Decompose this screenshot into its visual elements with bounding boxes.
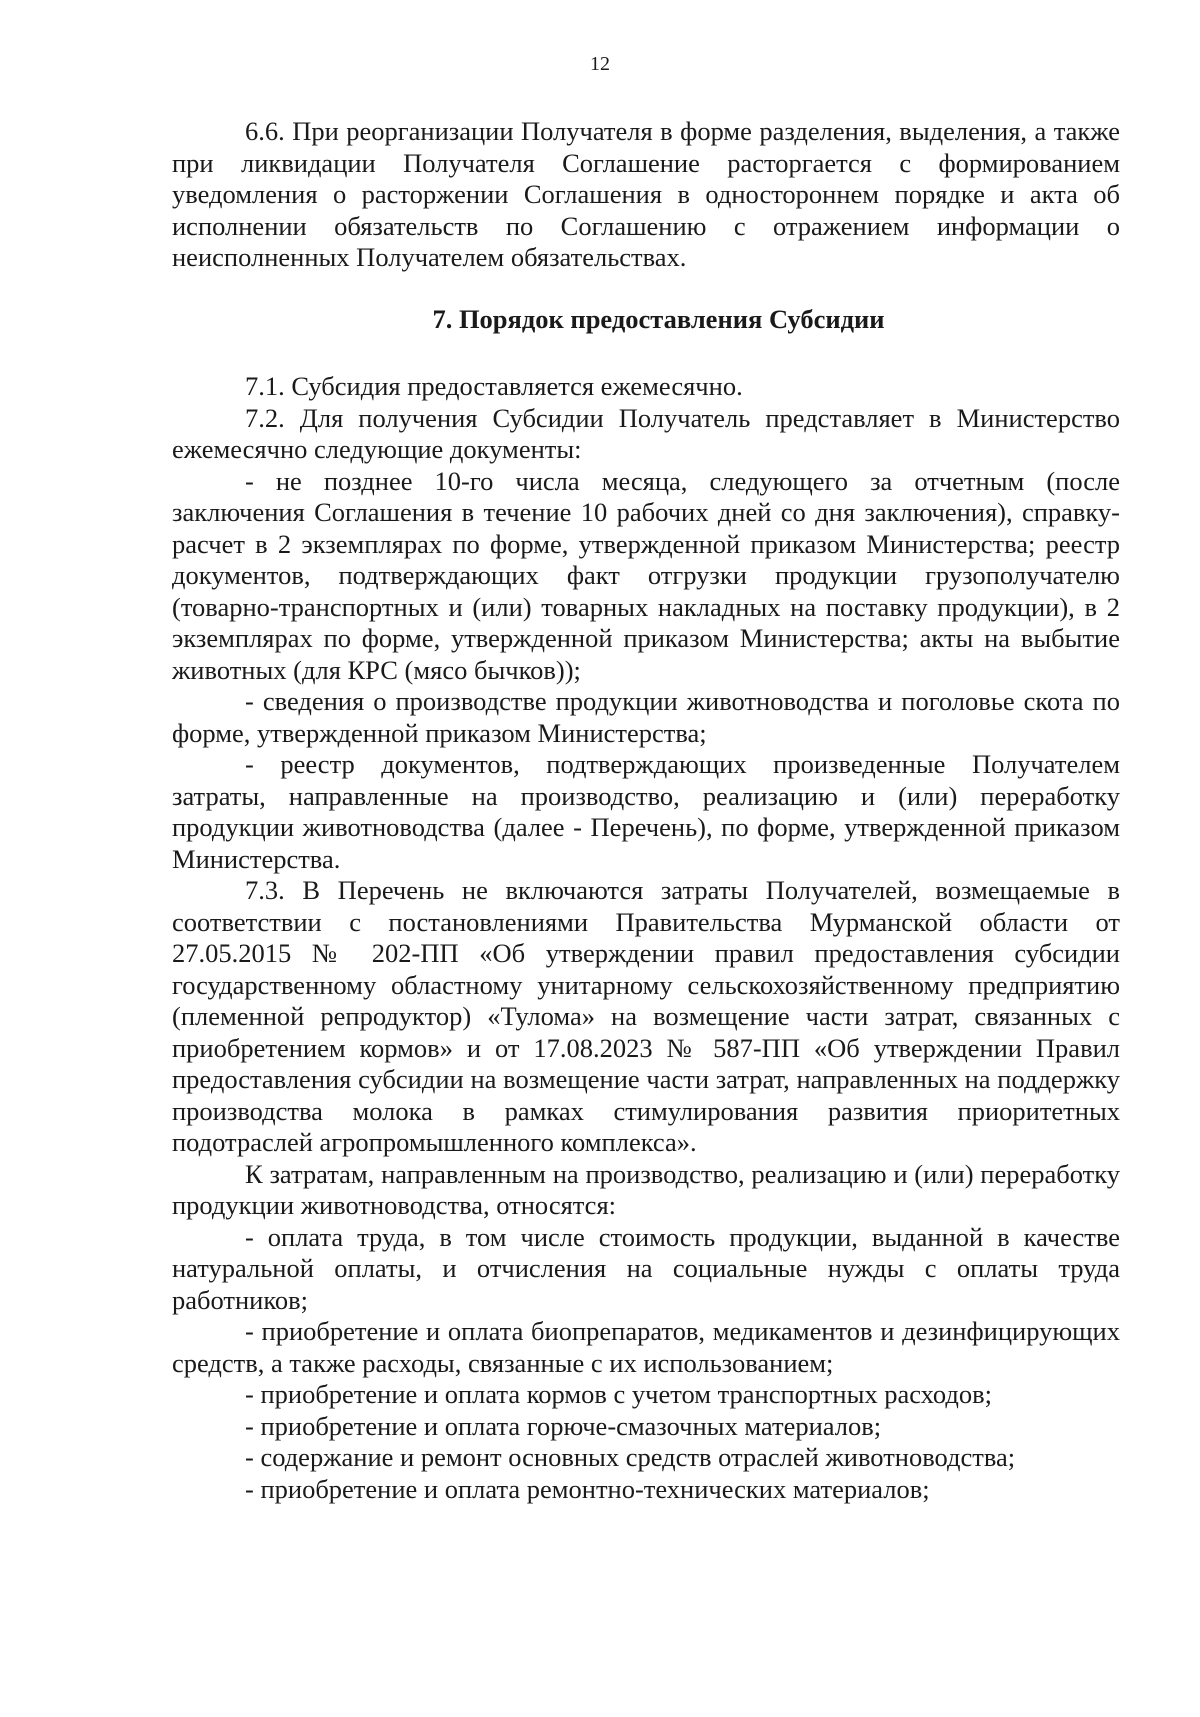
- list-item-maintenance: - содержание и ремонт основных средств отраслей животноводства;: [245, 1442, 1016, 1472]
- paragraph-7-2: 7.2. Для получения Субсидии Получатель представляет в Министерство ежемесячно следующие документы:: [172, 402, 1120, 464]
- paragraph-costs-intro: К затратам, направленным на производство, реализацию и (или) переработку продукции животноводства, относятся:: [172, 1158, 1120, 1220]
- list-item-cost-registry: - реестр документов, подтверждающих произведенные Получателем затраты, направленные на производство, реализацию и (или) переработку продукции животноводства (далее - Перечень), по форме, утвержденной приказом Министерства.: [172, 749, 1120, 874]
- list-item-feed: - приобретение и оплата кормов с учетом транспортных расходов;: [245, 1379, 993, 1409]
- list-item-reference-calculation: - не позднее 10-го числа месяца, следующего за отчетным (после заключения Соглашения в течение 10 рабочих дней со дня заключения), справку-расчет в 2 экземплярах по форме, утвержденной приказом Министерства; реестр документов, подтверждающих факт отгрузки продукции грузополучателю (товарно-транспортных и (или) товарных накладных на поставку продукции), в 2 экземплярах по форме, утвержденной приказом Министерства; акты на выбытие животных (для КРС (мясо бычков));: [172, 465, 1120, 685]
- paragraph-7-1: 7.1. Субсидия предоставляется ежемесячно.: [245, 371, 743, 401]
- document-body: [172, 116, 1120, 1505]
- list-item-repair-materials: - приобретение и оплата ремонтно-технических материалов;: [245, 1473, 930, 1504]
- page-number: 12: [590, 53, 610, 75]
- list-item-fuel: - приобретение и оплата горюче-смазочных материалов;: [245, 1410, 882, 1441]
- list-item-production-info: - сведения о производстве продукции животноводства и поголовье скота по форме, утвержденной приказом Министерства;: [172, 686, 1120, 748]
- paragraph-7-3: 7.3. В Перечень не включаются затраты Получателей, возмещаемые в соответствии с постановлениями Правительства Мурманской области от 27.05.2015 № 202-ПП «Об утверждении правил предоставления субсидии государственному областному унитарному сельскохозяйственному предприятию (племенной репродуктор) «Тулома» на возмещение части затрат, связанных с приобретением кормов» и от 17.08.2023 № 587-ПП «Об утверждении Правил предоставления субсидии на возмещение части затрат, направленных на поддержку производства молока в рамках стимулирования развития приоритетных подотраслей агропромышленного комплекса».: [172, 875, 1120, 1157]
- list-item-labor: - оплата труда, в том числе стоимость продукции, выданной в качестве натуральной оплаты, и отчисления на социальные нужды с оплаты труда работников;: [172, 1221, 1120, 1315]
- section-heading: 7. Порядок предоставления Субсидии: [432, 303, 885, 334]
- list-item-biopreparations: - приобретение и оплата биопрепаратов, медикаментов и дезинфицирующих средств, а также расходы, связанные с их использованием;: [172, 1316, 1120, 1378]
- paragraph-6-6: 6.6. При реорганизации Получателя в форме разделения, выделения, а также при ликвидации Получателя Соглашение расторгается с формированием уведомления о расторжении Соглашения в одностороннем порядке и акта об исполнении обязательств по Соглашению с отражением информации о неисполненных Получателем обязательствах.: [172, 116, 1120, 272]
